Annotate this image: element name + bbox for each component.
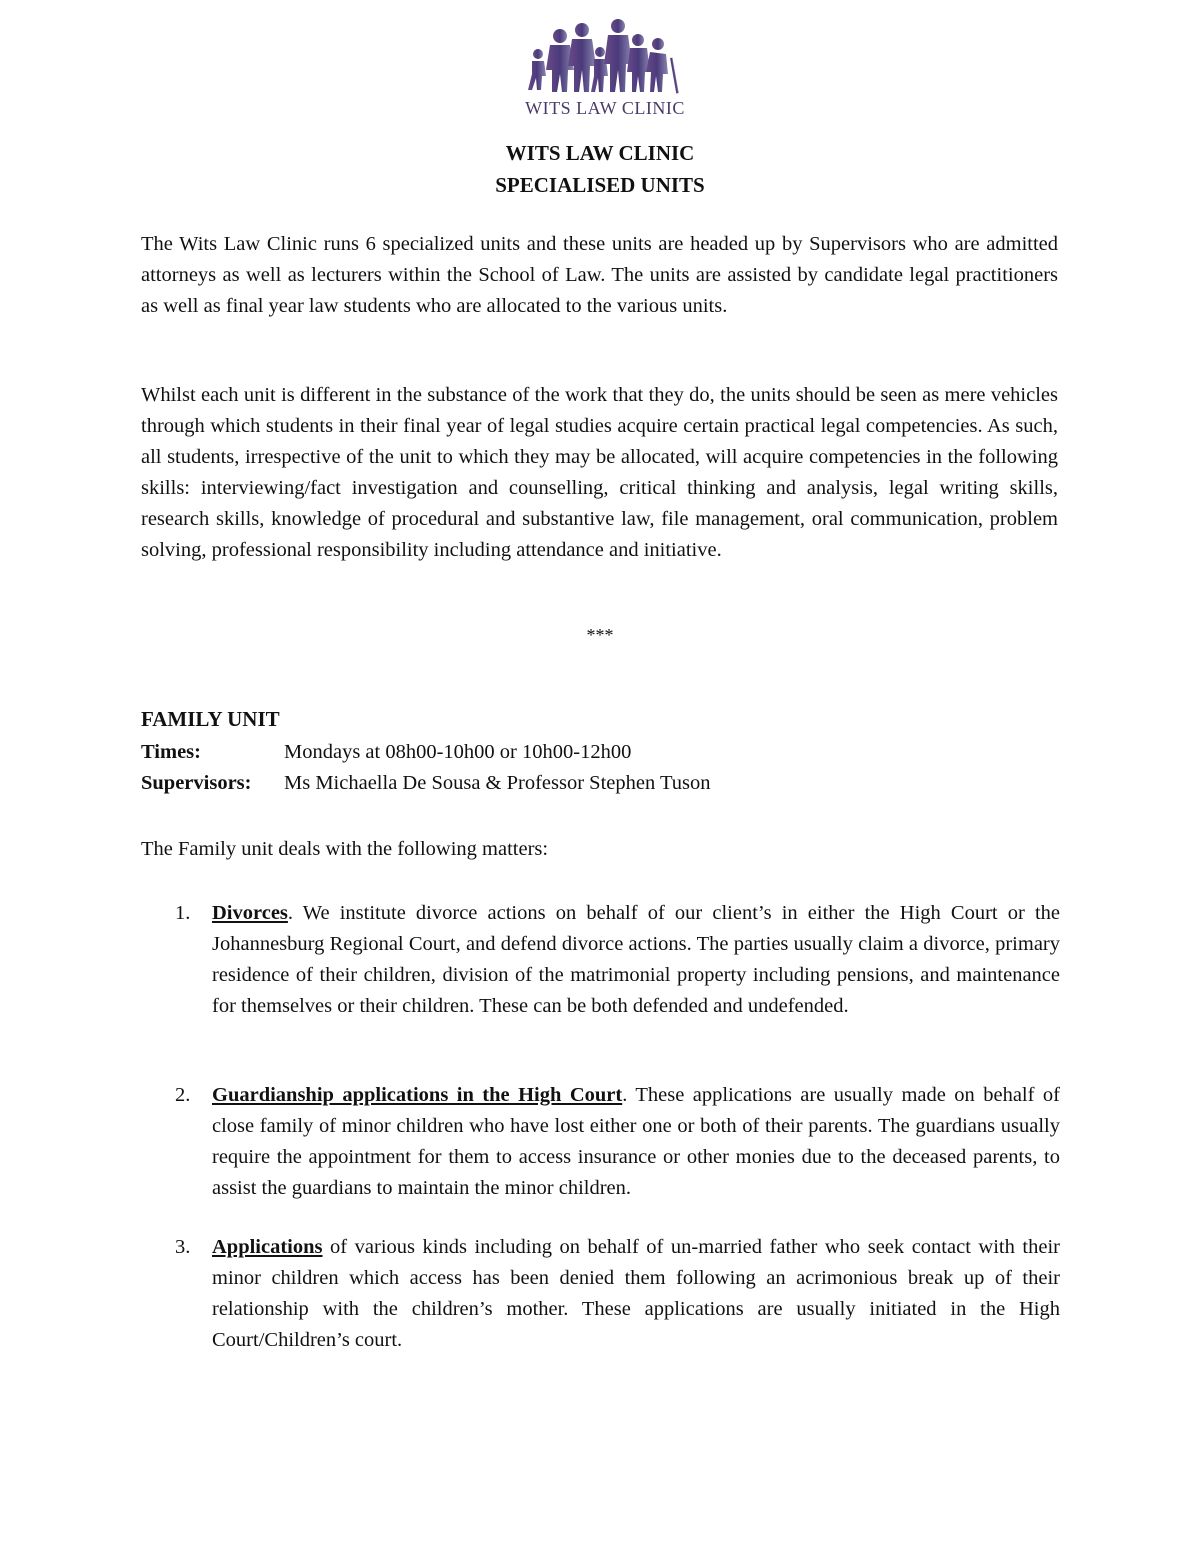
list-item-body: . We institute divorce actions on behalf of our client’s in either the High Court or the Johannesburg Regional Court, and defend divorce actions. The parties usually claim a divorce, primary residence of their children, division of the matrimonial property including pensions, and maintenance for themselves or their children. These can be both defended and undefended. [212, 902, 1060, 1017]
family-unit-heading: FAMILY UNIT [141, 707, 280, 731]
list-item-number: 2. [175, 1084, 191, 1106]
document-title: WITS LAW CLINIC [505, 141, 695, 165]
list-item-text [212, 1080, 1060, 1204]
list-item-number: 1. [175, 902, 191, 924]
list-item-body: of various kinds including on behalf of un-married father who seek contact with their minor children which access has been denied them following an acrimonious break up of their relationship with the children’s mother. These applications are usually initiated in the High Court/Children’s court. [212, 1236, 1060, 1351]
logo-text: WITS LAW CLINIC [525, 98, 685, 118]
section-separator: *** [586, 625, 614, 645]
list-item-keyword: Divorces [212, 902, 288, 924]
document-subtitle: SPECIALISED UNITS [495, 173, 705, 197]
competencies-paragraph: Whilst each unit is different in the substance of the work that they do, the units should be seen as mere vehicles through which students in their final year of legal studies acquire certain practical legal competencies. As such, all students, irrespective of the unit to which they may be allocated, will acquire competencies in the following skills: interviewing/fact investigation and counselling, critical thinking and analysis, legal writing skills, research skills, knowledge of procedural and substantive law, file management, oral communication, problem solving, professional responsibility including attendance and initiative. [141, 384, 1058, 561]
wits-law-clinic-logo [520, 14, 690, 122]
times-row [141, 737, 631, 768]
list-item-text [212, 898, 1060, 1022]
list-item-keyword: Guardianship applications in the High Court [212, 1084, 623, 1106]
intro-paragraph: The Wits Law Clinic runs 6 specialized units and these units are headed up by Supervisors who are admitted attorneys as well as lecturers within the School of Law. The units are assisted by candidate legal practitioners as well as final year law students who are allocated to the various units. [141, 233, 1058, 317]
supervisors-label: Supervisors: [141, 772, 252, 794]
supervisors-row [141, 768, 711, 799]
list-item-text [212, 1232, 1060, 1356]
times-value: Mondays at 08h00-10h00 or 10h00-12h00 [284, 741, 632, 763]
list-item [141, 1080, 1060, 1204]
list-item-body: . These applications are usually made on behalf of close family of minor children who have lost either one or both of their parents. The guardians usually require the appointment for them to access insurance or other monies due to the deceased parents, to assist the guardians to maintain the minor children. [212, 1084, 1060, 1199]
list-item-keyword: Applications [212, 1236, 323, 1258]
family-silhouette-icon [520, 14, 690, 98]
list-item [141, 898, 1060, 1022]
supervisors-value: Ms Michaella De Sousa & Professor Stephen Tuson [284, 772, 711, 794]
family-unit-intro: The Family unit deals with the following matters: [141, 838, 549, 860]
list-item [141, 1232, 1060, 1356]
list-item-number: 3. [175, 1236, 191, 1258]
times-label: Times: [141, 741, 201, 763]
